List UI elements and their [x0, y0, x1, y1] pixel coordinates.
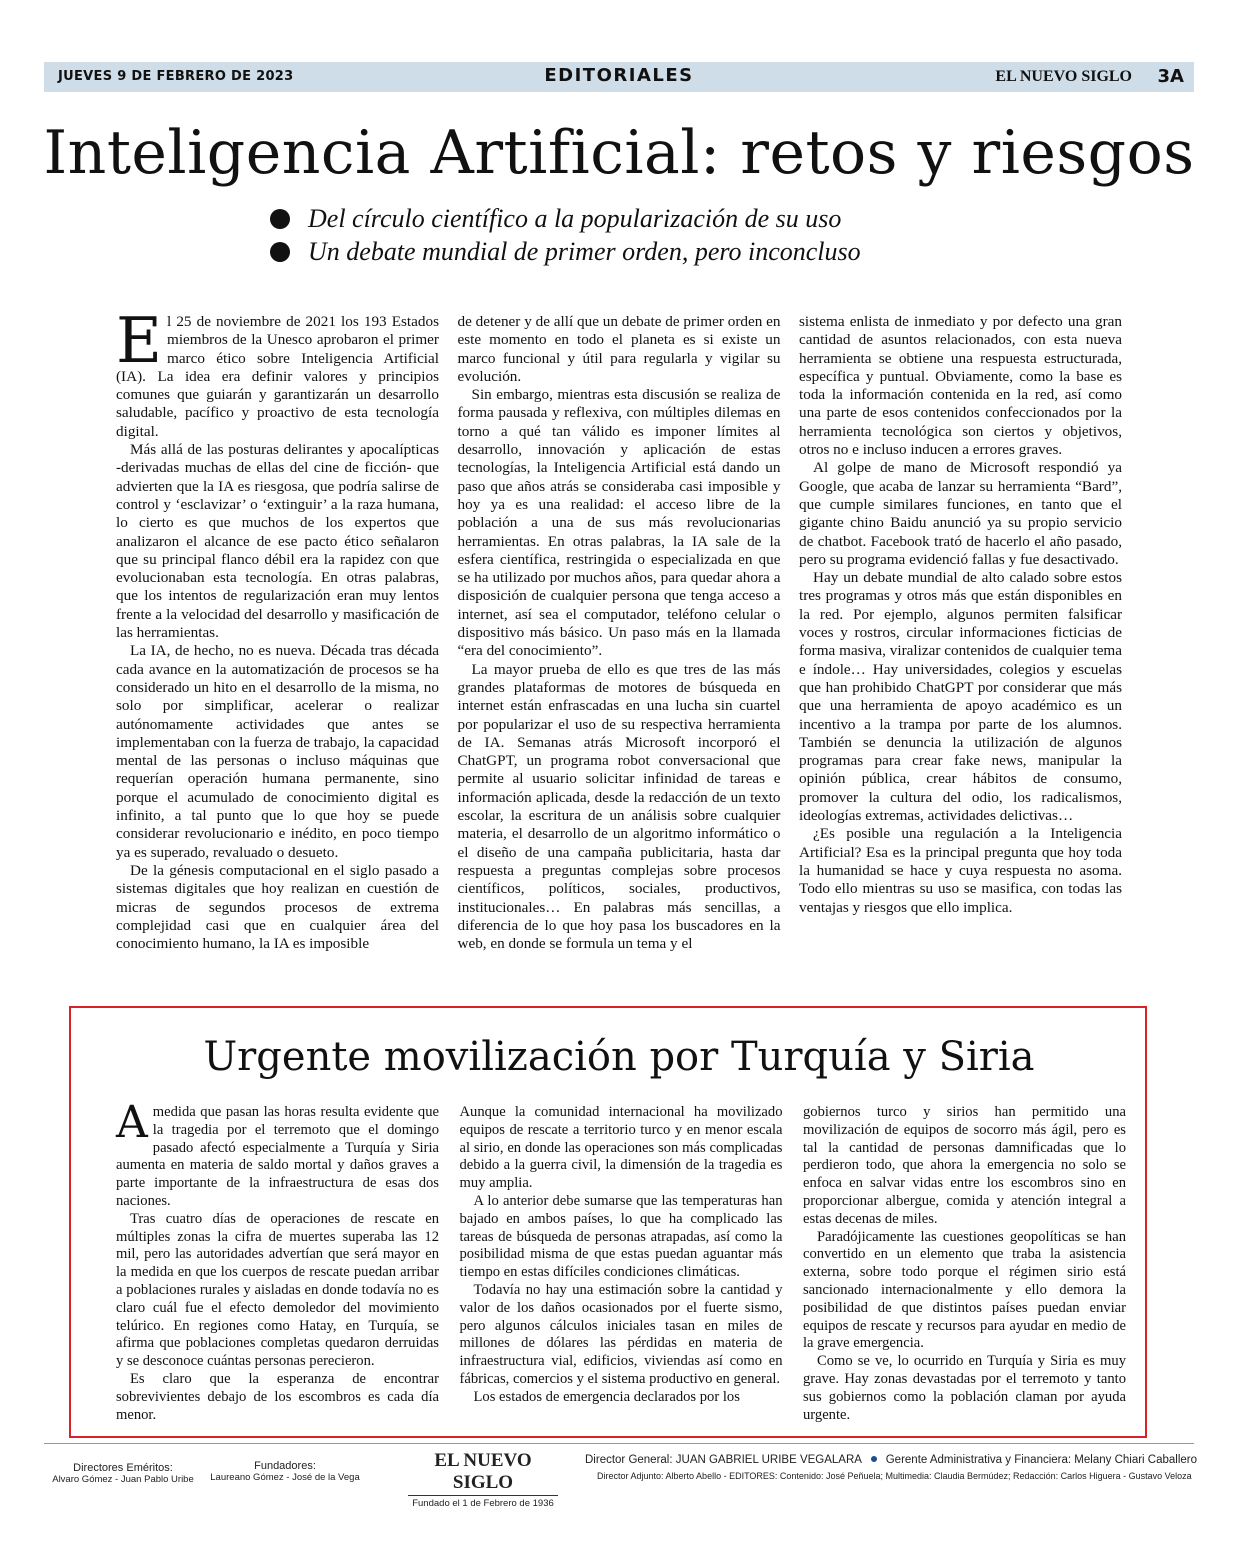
fundadores [210, 1460, 360, 1483]
director-general-label: Director General: [585, 1454, 673, 1466]
directores-label: Directores Eméritos: [73, 1462, 173, 1474]
directores-emeritos [48, 1462, 198, 1485]
paragraph: Amedida que pasan las horas resulta evidente que la tragedia por el terremoto que el domingo pasado afectó especialmente a Turquía y Siria aumenta en materia de saldo mortal y daños graves a parte importante de la infraestructura de esas dos naciones. [116, 1097, 439, 1209]
column-1 [116, 1097, 439, 1424]
paragraph: Tras cuatro días de operaciones de rescate en múltiples zonas la cifra de muertes superaba las 12 mil, pero las autoridades advertían que será mayor en la medida en que los cuerpos de rescate puedan arribar a poblaciones rurales y aisladas en donde todavía no es claro cuál fue el efecto demoledor del movimiento telúrico. En regiones como Hatay, en Turquía, se afirma que poblaciones completas quedaron derruidas y se desconoce cuántas personas perecieron. [116, 1210, 439, 1370]
paragraph: Paradójicamente las cuestiones geopolíticas se han convertido en un elemento que traba la asistencia externa, sobre todo porque el régimen sirio está sancionado internacionalmente y ello demora la posibilidad de que distintos países puedan enviar equipos de rescate y recursos para ayudar en medio de la grave emergencia. [803, 1228, 1126, 1352]
paragraph: Como se ve, lo ocurrido en Turquía y Siria es muy grave. Hay zonas devastadas por el terremoto y tanto sus gobiernos como la población claman por ayuda urgente. [803, 1353, 1126, 1423]
staff-credits [585, 1454, 1198, 1481]
newspaper-brand: EL NUEVO SIGLO [995, 68, 1132, 85]
page-number: 3A [1157, 66, 1184, 87]
bullet-icon [270, 242, 290, 262]
subtitle-item [270, 202, 1030, 235]
editorial-2-title: Urgente movilización por Turquía y Siria [203, 1034, 1035, 1080]
page-header [44, 62, 1194, 92]
column-2 [458, 313, 781, 953]
subtitle-text: Un debate mundial de primer orden, pero inconcluso [308, 237, 861, 266]
directores-names: Alvaro Gómez - Juan Pablo Uribe [52, 1474, 194, 1485]
paragraph: Hay un debate mundial de alto calado sobre estos tres programas y otros más que están disponibles en la red. Por ejemplo, algunos permiten falsificar voces y rostros, circular informaciones ficticias de forma masiva, viralizar contenidos de cualquier tema e índole… Hay universidades, colegios y escuelas que han prohibido ChatGPT por considerar que más que una herramienta de apoyo académico es un incentivo a la trampa por parte de los alumnos. También se denuncia la utilización de algunos programas para crear fake news, manipular la opinión pública, crear hábitos de consumo, promover la cultura del odio, los radicalismos, ideologías extremas, actividades delictivas… [799, 569, 1122, 825]
paragraph: de detener y de allí que un debate de primer orden en este momento en todo el planeta es si existe un marco funcional y útil para regularla y vigilar su evolución. [457, 313, 781, 385]
subtitle-text: Del círculo científico a la popularización de su uso [308, 204, 842, 233]
drop-cap: E [116, 304, 162, 377]
column-3 [799, 313, 1122, 953]
director-general-name: JUAN GABRIEL URIBE VEGALARA [675, 1454, 862, 1466]
paragraph: Aunque la comunidad internacional ha movilizado equipos de rescate a territorio turco y en menor escala al sirio, en donde las operaciones son más complicadas debido a la guerra civil, la dimensión de la tragedia es muy amplia. [459, 1104, 783, 1192]
column-3 [803, 1104, 1126, 1424]
paragraph: Los estados de emergencia declarados por los [473, 1388, 740, 1405]
gerente-label: Gerente Administrativa y Financiera: [885, 1454, 1072, 1466]
fundadores-label: Fundadores: [254, 1460, 316, 1472]
editorial-2-body [116, 1097, 1126, 1424]
gerente-name: Melany Chiari Caballero [1074, 1454, 1198, 1466]
bullet-icon [270, 209, 290, 229]
header-date: JUEVES 9 DE FEBRERO DE 2023 [58, 69, 294, 84]
paragraph: ¿Es posible una regulación a la Inteligencia Artificial? Esa es la principal pregunta que hoy toda la humanidad se hace y cuya respuesta no asoma. Todo ello mientras su uso se masifica, con todas las ventajas y riesgos que ello implica. [799, 825, 1122, 916]
paragraph: El 25 de noviembre de 2021 los 193 Estados miembros de la Unesco aprobaron el primer marco ético sobre Inteligencia Artificial (IA). La idea era definir valores y principios comunes que guiarán y garantizarán un desarrollo saludable, pacífico y proactivo de esta tecnología digital. [116, 304, 439, 440]
paragraph: A lo anterior debe sumarse que las temperaturas han bajado en ambos países, lo que ha complicado las tareas de búsqueda de personas atrapadas, así como la posibilidad misma de que estas puedan aguantar más tiempo en estas difíciles condiciones climáticas. [459, 1192, 783, 1281]
column-2 [460, 1104, 783, 1424]
founded-date: Fundado el 1 de Febrero de 1936 [412, 1498, 554, 1509]
section-name: EDITORIALES [544, 65, 694, 86]
paragraph: La IA, de hecho, no es nueva. Década tras década cada avance en la automatización de procesos se ha considerado un hito en el desarrollo de la misma, no solo por simplificar, acelerar o realizar autónomamente actividades que antes se implementaban con la fuerza de trabajo, la capacidad mental de las personas o incluso máquinas que requerían operación humana permanente, sino porque el acumulado de conocimiento digital es infinito, a tal punto que lo que hoy se puede considerar revolucionario e inédito, en poco tiempo ya es superado, revaluado o desueto. [116, 642, 439, 861]
paragraph: Más allá de las posturas delirantes y apocalípticas -derivadas muchas de ellas del cine de ficción- que advierten que la IA es riesgosa, que podría salirse de control y ‘esclavizar’ o ‘extinguir’ a la raza humana, lo cierto es que muchos de los expertos que analizaron el alcance de ese pacto ético señalaron que su principal flanco débil era la rapidez con que evolucionaban esta tecnología. En otras palabras, que los intentos de regularización eran muy lentos frente a la velocidad del desarrollo y masificación de las herramientas. [116, 441, 439, 642]
drop-cap: A [116, 1097, 148, 1148]
footer-logo-block [408, 1450, 558, 1509]
paragraph: Sin embargo, mientras esta discusión se realiza de forma pausada y reflexiva, con múltiples dilemas en torno a qué tan válido es imponer límites al desarrollo, innovación y aplicación de estas tecnologías, la Inteligencia Artificial está dando un paso que años atrás se consideraba casi imposible y hoy ya es una realidad: el acceso libre de la población a una de sus más revolucionarias herramientas. En otras palabras, la IA sale de la esfera científica, restringida o especializada en que se ha utilizado por muchos años, para quedar ahora a disposición de cualquier persona que tenga acceso a internet, así sea el computador, teléfono celular o dispositivo más básico. Un paso más en la llamada “era del conocimiento”. [457, 386, 781, 660]
editorial-1-title: Inteligencia Artificial: retos y riesgos [43, 118, 1195, 188]
paragraph: gobiernos turco y sirios han permitido una movilización de equipos de socorro más ágil, pero es tal la cantidad de personas damnificadas que lo perdieron todo, que ahora la emergencia no solo se enfoca en salvar vidas entre los escombros sino en proporcionar albergue, comida y atención integral a estas decenas de miles. [803, 1104, 1126, 1227]
staff-line-2: Director Adjunto: Alberto Abello - EDITORES: Contenido: José Peñuela; Multimedia: Claudia Bermúdez; Redacción: Carlos Higuera - Gustavo Veloza [597, 1471, 1192, 1481]
paragraph: Todavía no hay una estimación sobre la cantidad y valor de los daños ocasionados por el fuerte sismo, pero algunos cálculos iniciales tasan en miles de millones de dólares las pérdidas en materia de infraestructura vial, edificios, viviendas así como en fábricas, comercios y el sistema productivo en general. [459, 1281, 783, 1387]
paragraph: Es claro que la esperanza de encontrar sobrevivientes debajo de los escombros es cada día menor. [116, 1370, 439, 1423]
paragraph: La mayor prueba de ello es que tres de las más grandes plataformas de motores de búsqueda en internet están enfrascadas en una lucha sin cuartel por popularizar el uso de su respectiva herramienta de IA. Semanas atrás Microsoft incorporó el ChatGPT, un programa robot conversacional que permite al usuario solicitar infinidad de tareas e información aplicada, desde la redacción de un texto escolar, la escritura de un análisis sobre cualquier materia, el desarrollo de un algoritmo informático o el diseño de una campaña publicitaria, hasta dar respuesta a preguntas complejas sobre procesos científicos, políticos, sociales, productivos, institucionales… En palabras más sencillas, a diferencia de lo que hoy pasa los buscadores en la web, en donde se formula un tema y el [457, 660, 781, 953]
editorial-1-body [116, 304, 1122, 953]
paragraph: sistema enlista de inmediato y por defecto una gran cantidad de asuntos relacionados, con esta nueva herramienta se obtiene una respuesta estructurada, específica y puntual. Obviamente, como la base es toda la información contenida en la red, así como una parte de esos contenidos confeccionados por la herramienta tecnológica son ciertos y objetivos, otros no e incluso inducen a errores graves. [799, 313, 1122, 459]
separator-dot-icon [871, 1456, 877, 1462]
subtitle-item [270, 235, 1030, 268]
paragraph: Al golpe de mano de Microsoft respondió ya Google, que acaba de lanzar su herramienta “Bard”, que cumple similares funciones, en tanto que el gigante chino Baidu anunció ya su propio servicio de chatbot. Facebook trató de hacerlo el año pasado, pero su programa evidenció fallas y fue desactivado. [799, 459, 1122, 568]
footer-divider [44, 1443, 1194, 1444]
paragraph: De la génesis computacional en el siglo pasado a sistemas digitales que hoy realizan en cuestión de micras de segundos procesos de extrema complejidad casi que en cualquier área del conocimiento humano, la IA es imposible [116, 861, 439, 953]
column-1 [116, 304, 439, 953]
staff-line-1 [585, 1454, 1198, 1466]
newspaper-logo: EL NUEVO SIGLO [408, 1450, 558, 1496]
editorial-1-subtitles [270, 202, 1030, 268]
fundadores-names: Laureano Gómez - José de la Vega [210, 1472, 360, 1483]
